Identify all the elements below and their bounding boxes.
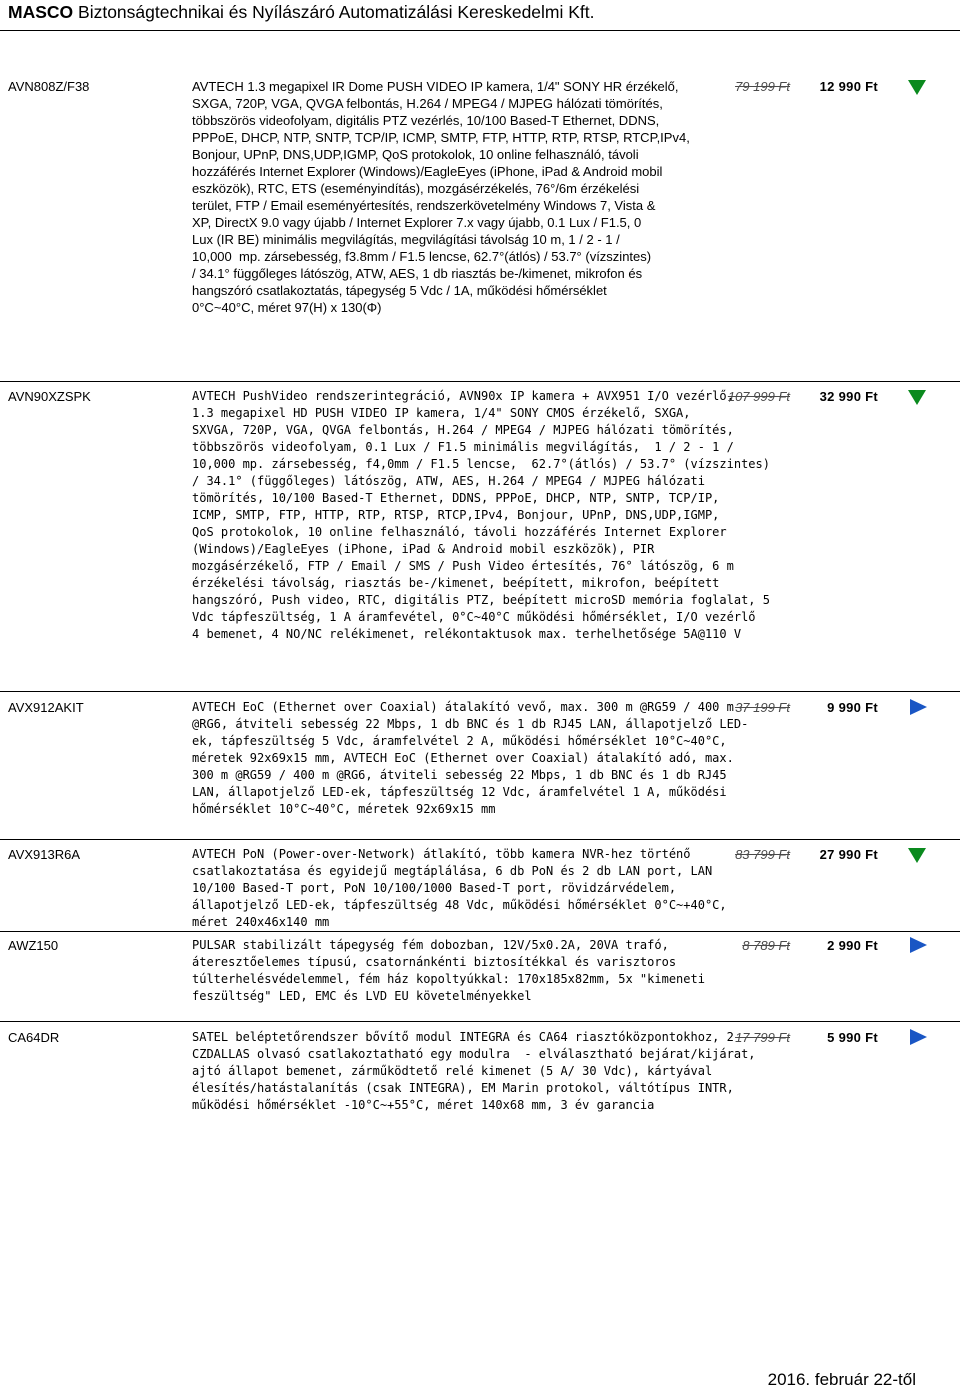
current-price: 32 990 Ft <box>819 389 878 404</box>
product-code: AVN808Z/F38 <box>8 79 90 94</box>
right-triangle-icon <box>910 699 927 715</box>
right-triangle-icon <box>910 937 927 953</box>
old-price: 37 199 Ft <box>735 700 790 715</box>
current-price: 9 990 Ft <box>827 700 878 715</box>
product-code: AVN90XZSPK <box>8 389 91 404</box>
header-divider <box>0 30 960 31</box>
old-price: 17 799 Ft <box>735 1030 790 1045</box>
old-price: 79 199 Ft <box>735 79 790 94</box>
brand-name: MASCO <box>8 2 74 22</box>
row-divider <box>0 691 960 692</box>
company-name: Biztonságtechnikai és Nyílászáró Automatizálási Kereskedelmi Kft. <box>78 2 595 22</box>
old-price: 83 799 Ft <box>735 847 790 862</box>
down-triangle-icon <box>908 390 926 405</box>
current-price: 2 990 Ft <box>827 938 878 953</box>
row-divider <box>0 1021 960 1022</box>
old-price: 8 789 Ft <box>742 938 790 953</box>
product-description: AVTECH EoC (Ethernet over Coaxial) átalakító vevő, max. 300 m @RG59 / 400 m @RG6, átviteli sebesség 22 Mbps, 1 db BNC és 1 db RJ45 LAN, állapotjelző LED- ek, tápfeszültség 5 Vdc, áramfelvétel 2 A, működési hőmérséklet 10°C~40°C, méretek 92x69x15 mm, AVTECH EoC (Ethernet over Coaxial) átalakító adó, max. 300 m @RG59 / 400 m @RG6, átviteli sebesség 22 Mbps, 1 db BNC és 1 db RJ45 LAN, állapotjelző LED-ek, tápfeszültség 12 Vdc, áramfelvétel 1 A, működési hőmérséklet 10°C~40°C, méretek 92x69x15 mm <box>192 700 749 816</box>
product-code: CA64DR <box>8 1030 60 1045</box>
product-code: AVX913R6A <box>8 847 81 862</box>
old-price: 107 999 Ft <box>727 389 790 404</box>
row-divider <box>0 931 960 932</box>
validity-date: 2016. február 22-től <box>767 1370 916 1389</box>
row-divider <box>0 381 960 382</box>
product-code: AVX912AKIT <box>8 700 84 715</box>
down-triangle-icon <box>908 848 926 863</box>
down-triangle-icon <box>908 80 926 95</box>
current-price: 5 990 Ft <box>827 1030 878 1045</box>
current-price: 27 990 Ft <box>819 847 878 862</box>
product-description: SATEL beléptetőrendszer bővítő modul INTEGRA és CA64 riasztóközpontokhoz, 2 CZDALLAS olvasó csatlakoztatható egy modulra - elválasztható bejárat/kijárat, ajtó állapot bemenet, zárműködtető relé kimenet (5 A/ 30 Vdc), kártyával élesítés/hatástalanítás (csak INTEGRA), EM Marin protokol, váltótípus INTR, működési hőmérséklet -10°C~+55°C, méret 140x68 mm, 3 év garancia <box>192 1030 756 1112</box>
product-description: AVTECH 1.3 megapixel IR Dome PUSH VIDEO IP kamera, 1/4" SONY HR érzékelő, SXGA, 720P, VGA, QVGA felbontás, H.264 / MPEG4 / MJPEG hálózati tömörítés, többszörös videofolyam, digitális PTZ vezérlés, 10/100 Based-T Ethernet, DDNS, PPPoE, DHCP, NTP, SNTP, TCP/IP, ICMP, SMTP, FTP, HTTP, RTP, RTSP, RTCP,IPv4, Bonjour, UPnP, DNS,UDP,IGMP, QoS protokolok, 10 online felhasználó, távoli hozzáférés Internet Explorer (Windows)/EagleEyes (iPhone, iPad & Android mobil eszközök), RTC, ETS (eseményindítás), mozgásérzékelés, 76°/6m érzékelési terület, FTP / Email eseményértesítés, rendszerkövetelmény Windows 7, Vista & XP, DirectX 9.0 vagy újabb / Internet Explorer 7.x vagy újabb, 0.1 Lux / F1.5, 0 Lux (IR BE) minimális megvilágítás, megvilágítási távolság 10 m, 1 / 2 - 1 / 10,000 mp. zársebesség, f3.8mm / F1.5 lencse, 62.7°(átlós) / 53.7° (vízszintes) / 34.1° függőleges látószög, ATW, AES, 1 db riasztás be-/kimenet, mikrofon és hangszóró csatlakoztatás, tápegység 5 Vdc / 1A, működési hőmérséklet 0°C~40°C, méret 97(H) x 130(Φ) <box>192 79 690 315</box>
product-description: AVTECH PoN (Power-over-Network) átlakító, több kamera NVR-hez történő csatlakoztatása és egyidejű megtáplálása, 6 db PoN és 2 db LAN port, LAN 10/100 Based-T port, PoN 10/100/1000 Based-T port, rövidzárvédelem, állapotjelző LED-ek, tápfeszültség 48 Vdc, működési hőmérséklet 0°C~+40°C, méret 240x46x140 mm <box>192 847 727 929</box>
page-header <box>8 2 952 23</box>
row-divider <box>0 839 960 840</box>
product-description: PULSAR stabilizált tápegység fém dobozban, 12V/5x0.2A, 20VA trafó, áteresztőelemes típusú, csatornánkénti biztosítékkal és varisztoros túlterhelésvédelemmel, fém ház kopoltyúkkal: 170x185x82mm, 5x "kimeneti feszültség" LED, EMC és LVD EU követelményekkel <box>192 938 705 1003</box>
current-price: 12 990 Ft <box>819 79 878 94</box>
right-triangle-icon <box>910 1029 927 1045</box>
product-description: AVTECH PushVideo rendszerintegráció, AVN90x IP kamera + AVX951 I/O vezérlő, 1.3 megapixel HD PUSH VIDEO IP kamera, 1/4" SONY CMOS érzékelő, SXGA, SXVGA, 720P, VGA, QVGA felbontás, H.264 / MPEG4 / MJPEG hálózati tömörítés, többszörös videofolyam, 0.1 Lux / F1.5 minimális megvilágítás, 1 / 2 - 1 / 10,000 mp. zársebesség, f4,0mm / F1.5 lencse, 62.7°(átlós) / 53.7° (vízszintes) / 34.1° (függőleges) látószög, ATW, AES, H.264 / MPEG4 / MJPEG hálózati tömörítés, 10/100 Based-T Ethernet, DDNS, PPPoE, DHCP, NTP, SNTP, TCP/IP, ICMP, SMTP, FTP, HTTP, RTP, RTSP, RTCP,IPv4, Bonjour, UPnP, DNS,UDP,IGMP, QoS protokolok, 10 online felhasználó, távoli hozzáférés Internet Explorer (Windows)/EagleEyes (iPhone, iPad & Android mobil eszközök), PIR mozgásérzékelő, FTP / Email / SMS / Push Video értesítés, 76° látószög, 6 m érzékelési távolság, riasztás be-/kimenet, beépített, mikrofon, beépített hangszóró, Push video, RTC, digitális PTZ, beépített microSD memória foglalat, 5 Vdc tápfeszültség, 1 A áramfevétel, 0°C~40°C működési hőmérséklet, I/O vezérlő 4 bemenet, 4 NO/NC relékimenet, relékontaktusok max. terhelhetősége 5A@110 V <box>192 389 770 641</box>
product-code: AWZ150 <box>8 938 59 953</box>
